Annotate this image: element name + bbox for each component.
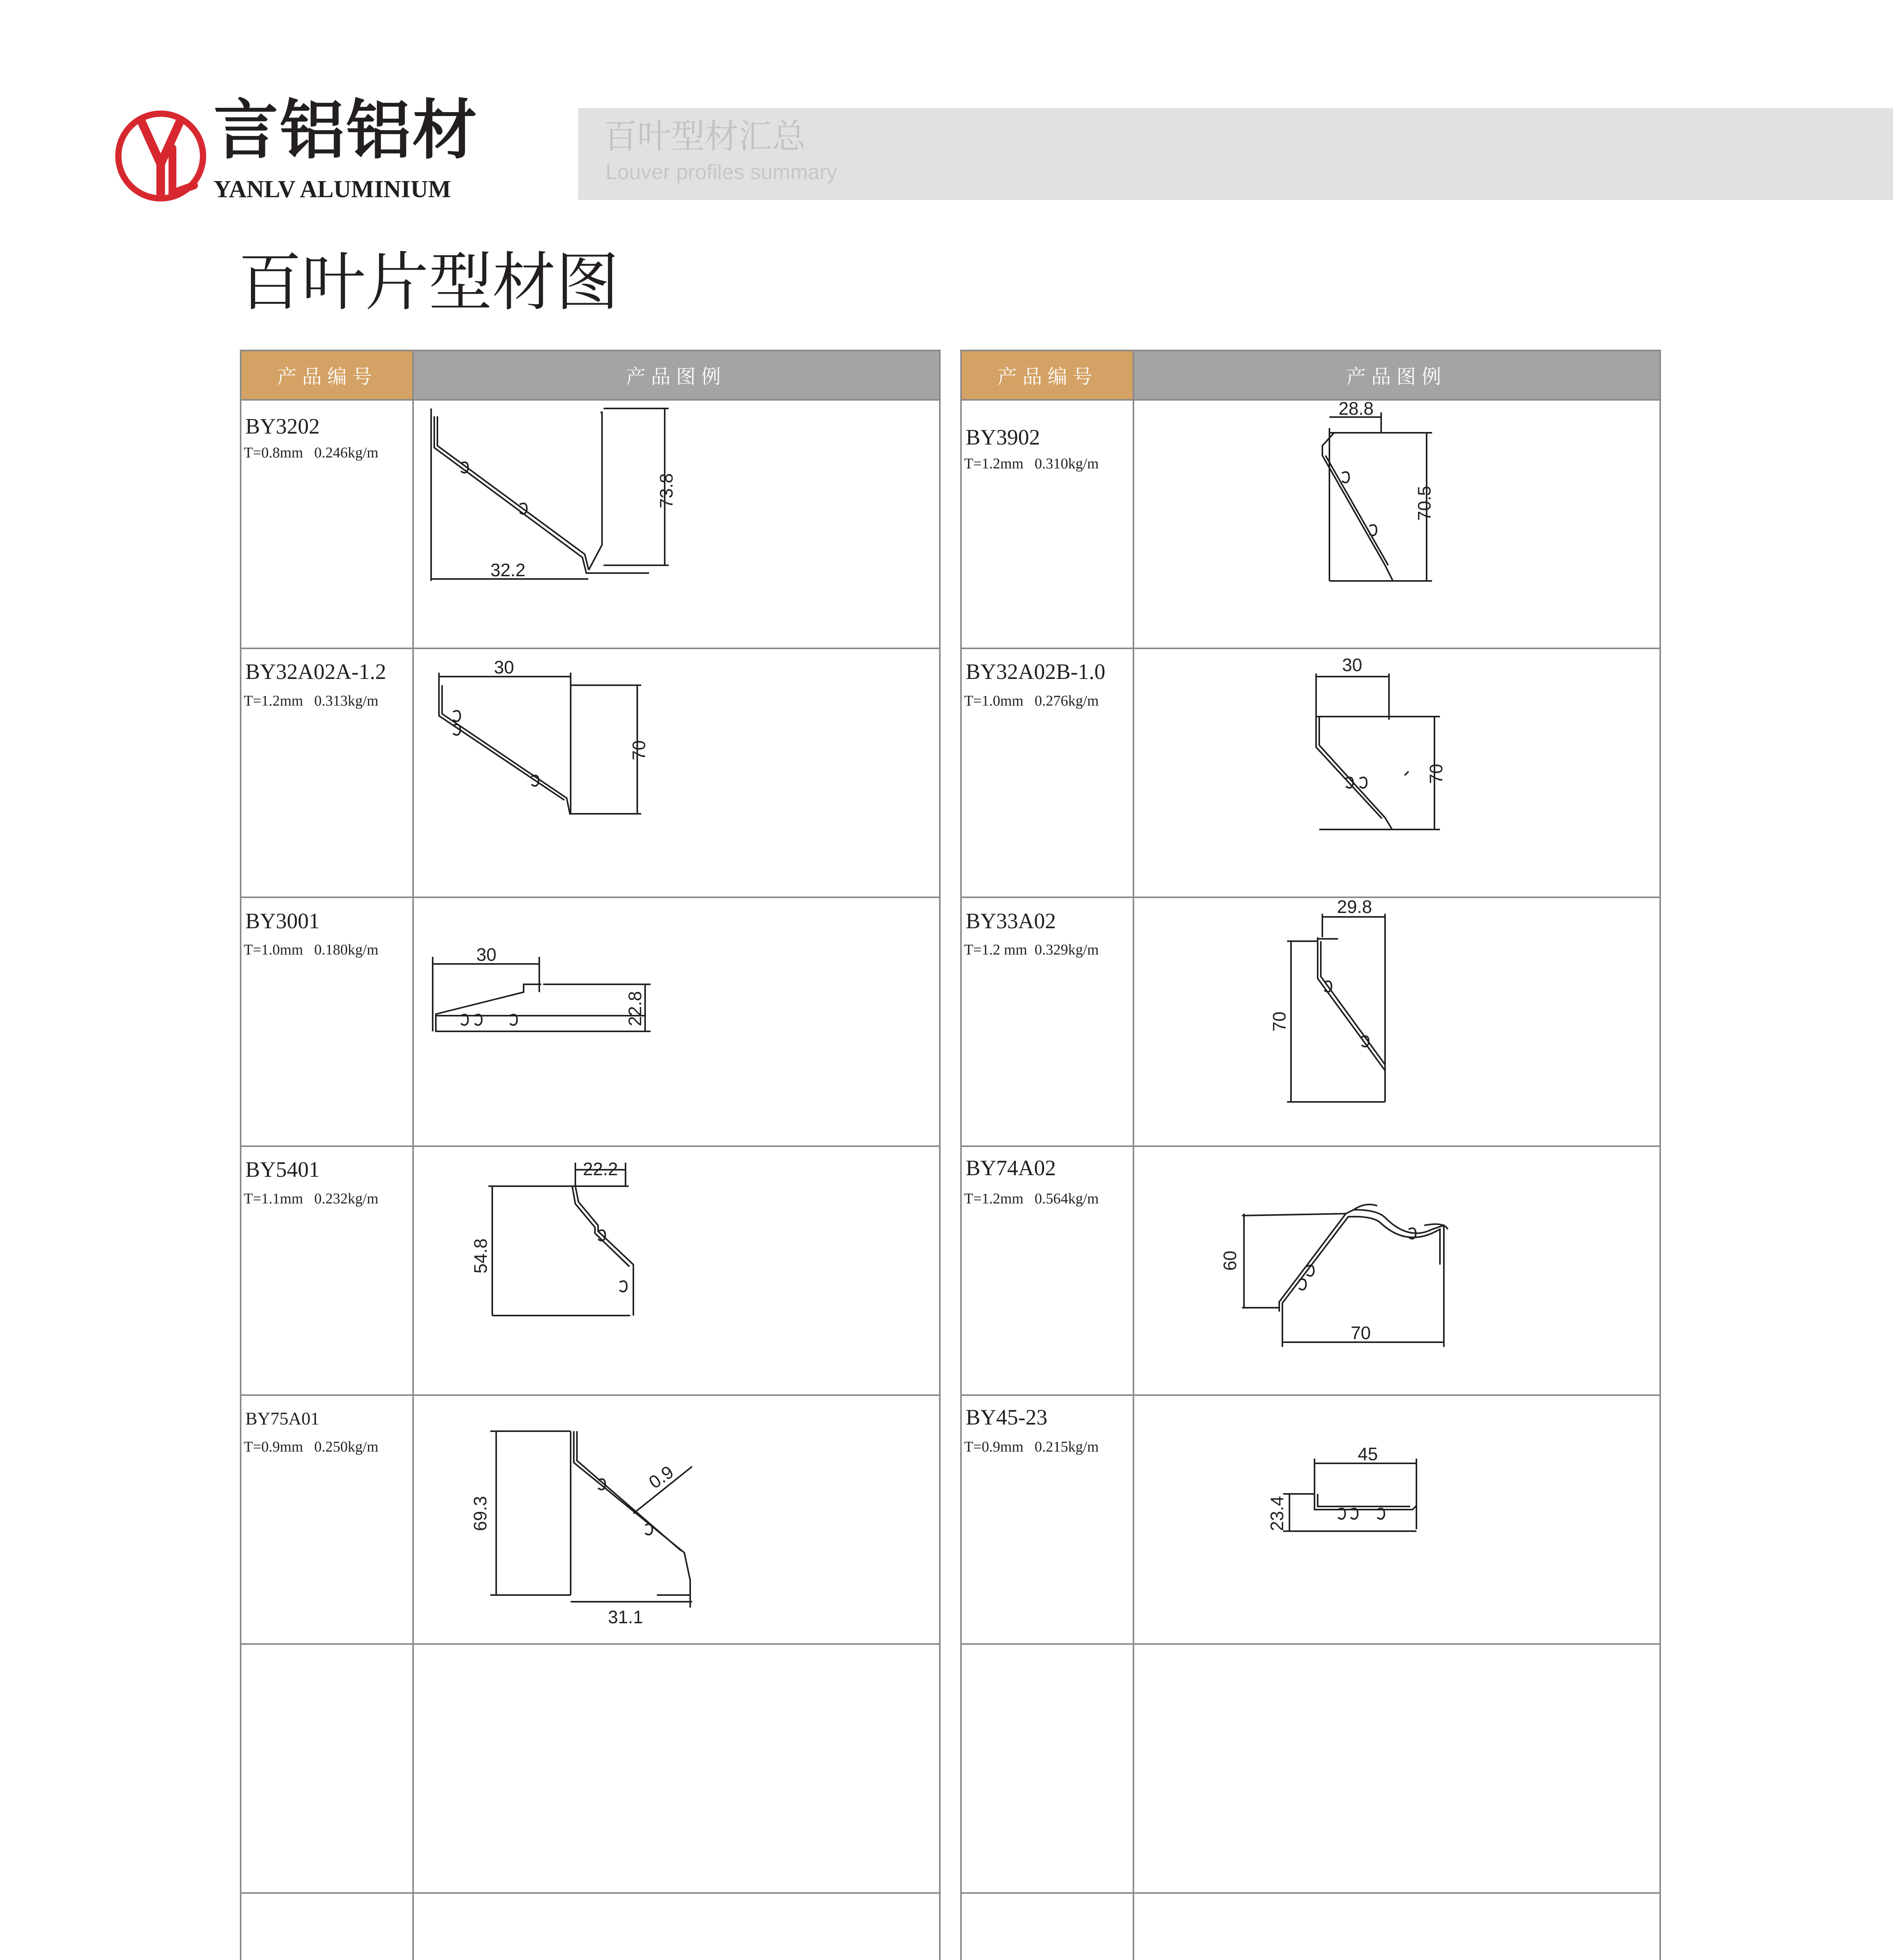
header-product-code: 产品编号 [241, 351, 413, 399]
dimension-label: 70 [629, 740, 649, 760]
profile-drawing-by3001 [414, 898, 939, 1145]
profile-drawing-by33a02 [1134, 898, 1659, 1145]
product-spec: T=1.2mm 0.564kg/m [964, 1191, 1099, 1207]
header-product-figure: 产品图例 [1133, 351, 1659, 399]
product-spec: T=1.2 mm 0.329kg/m [964, 942, 1099, 958]
dimension-label: 70 [1351, 1323, 1371, 1343]
page-title: 百叶片型材图 [238, 246, 619, 319]
product-spec: T=1.2mm 0.310kg/m [964, 456, 1099, 472]
product-code: BY32A02A-1.2 [245, 660, 386, 684]
header-product-figure: 产品图例 [413, 351, 939, 399]
product-code: BY74A02 [966, 1156, 1056, 1180]
product-code: BY33A02 [966, 909, 1056, 933]
dimension-label: 60 [1220, 1250, 1240, 1271]
dimension-label: 28.8 [1338, 401, 1374, 419]
product-code: BY45-23 [966, 1405, 1048, 1430]
section-title-en: Louver profiles summary [606, 160, 838, 184]
dimension-label: 22.8 [625, 991, 645, 1026]
dimension-label: 32.2 [490, 560, 526, 580]
profile-drawing-by74a02 [1134, 1147, 1659, 1394]
brand-logo-icon [114, 105, 208, 207]
profile-drawing-by3202 [414, 401, 939, 648]
dimension-label: 70 [1426, 764, 1446, 784]
dimension-label: 70 [1269, 1011, 1289, 1032]
left-profile-table [240, 350, 941, 1960]
brand-name-cn: 言铝铝材 [214, 93, 479, 168]
dimension-label: 30 [1342, 655, 1362, 675]
product-spec: T=0.8mm 0.246kg/m [244, 445, 379, 461]
dimension-label: 30 [476, 944, 497, 965]
profile-drawing-by3902 [1134, 401, 1659, 648]
product-code: BY5401 [245, 1158, 320, 1182]
section-title-cn: 百叶型材汇总 [604, 117, 806, 156]
product-code: BY3001 [245, 909, 320, 933]
profile-drawing-by5401 [414, 1147, 939, 1394]
product-code: BY3202 [245, 414, 320, 439]
dimension-label: 70.5 [1414, 486, 1434, 521]
dimension-label: 69.3 [470, 1496, 490, 1531]
dimension-label: 23.4 [1267, 1496, 1287, 1531]
profile-drawing-by75a01 [414, 1396, 939, 1643]
dimension-label: 31.1 [608, 1607, 643, 1627]
product-spec: T=0.9mm 0.250kg/m [244, 1439, 379, 1455]
product-spec: T=1.1mm 0.232kg/m [244, 1191, 379, 1207]
header-product-code: 产品编号 [962, 351, 1133, 399]
product-code: BY75A01 [245, 1408, 320, 1428]
dimension-label: 30 [494, 657, 514, 677]
profile-drawing-by32a02a [414, 649, 939, 896]
product-code: BY3902 [966, 425, 1040, 450]
product-spec: T=0.9mm 0.215kg/m [964, 1439, 1099, 1455]
profile-drawing-by32a02b [1134, 649, 1659, 896]
right-profile-table [960, 350, 1661, 1960]
profile-drawing-by45-23 [1134, 1396, 1659, 1643]
product-spec: T=1.0mm 0.276kg/m [964, 693, 1099, 709]
product-code: BY32A02B-1.0 [966, 660, 1106, 684]
product-spec: T=1.2mm 0.313kg/m [244, 693, 379, 709]
dimension-label: 73.8 [656, 473, 676, 508]
dimension-label: 54.8 [470, 1238, 491, 1274]
brand-name-en: YANLV ALUMINIUM [214, 176, 451, 203]
dimension-label: 45 [1358, 1444, 1378, 1464]
dimension-label: 29.8 [1337, 898, 1372, 917]
dimension-label: 22.2 [583, 1159, 618, 1179]
dimension-label: 0.9 [645, 1461, 677, 1493]
product-spec: T=1.0mm 0.180kg/m [244, 942, 379, 958]
